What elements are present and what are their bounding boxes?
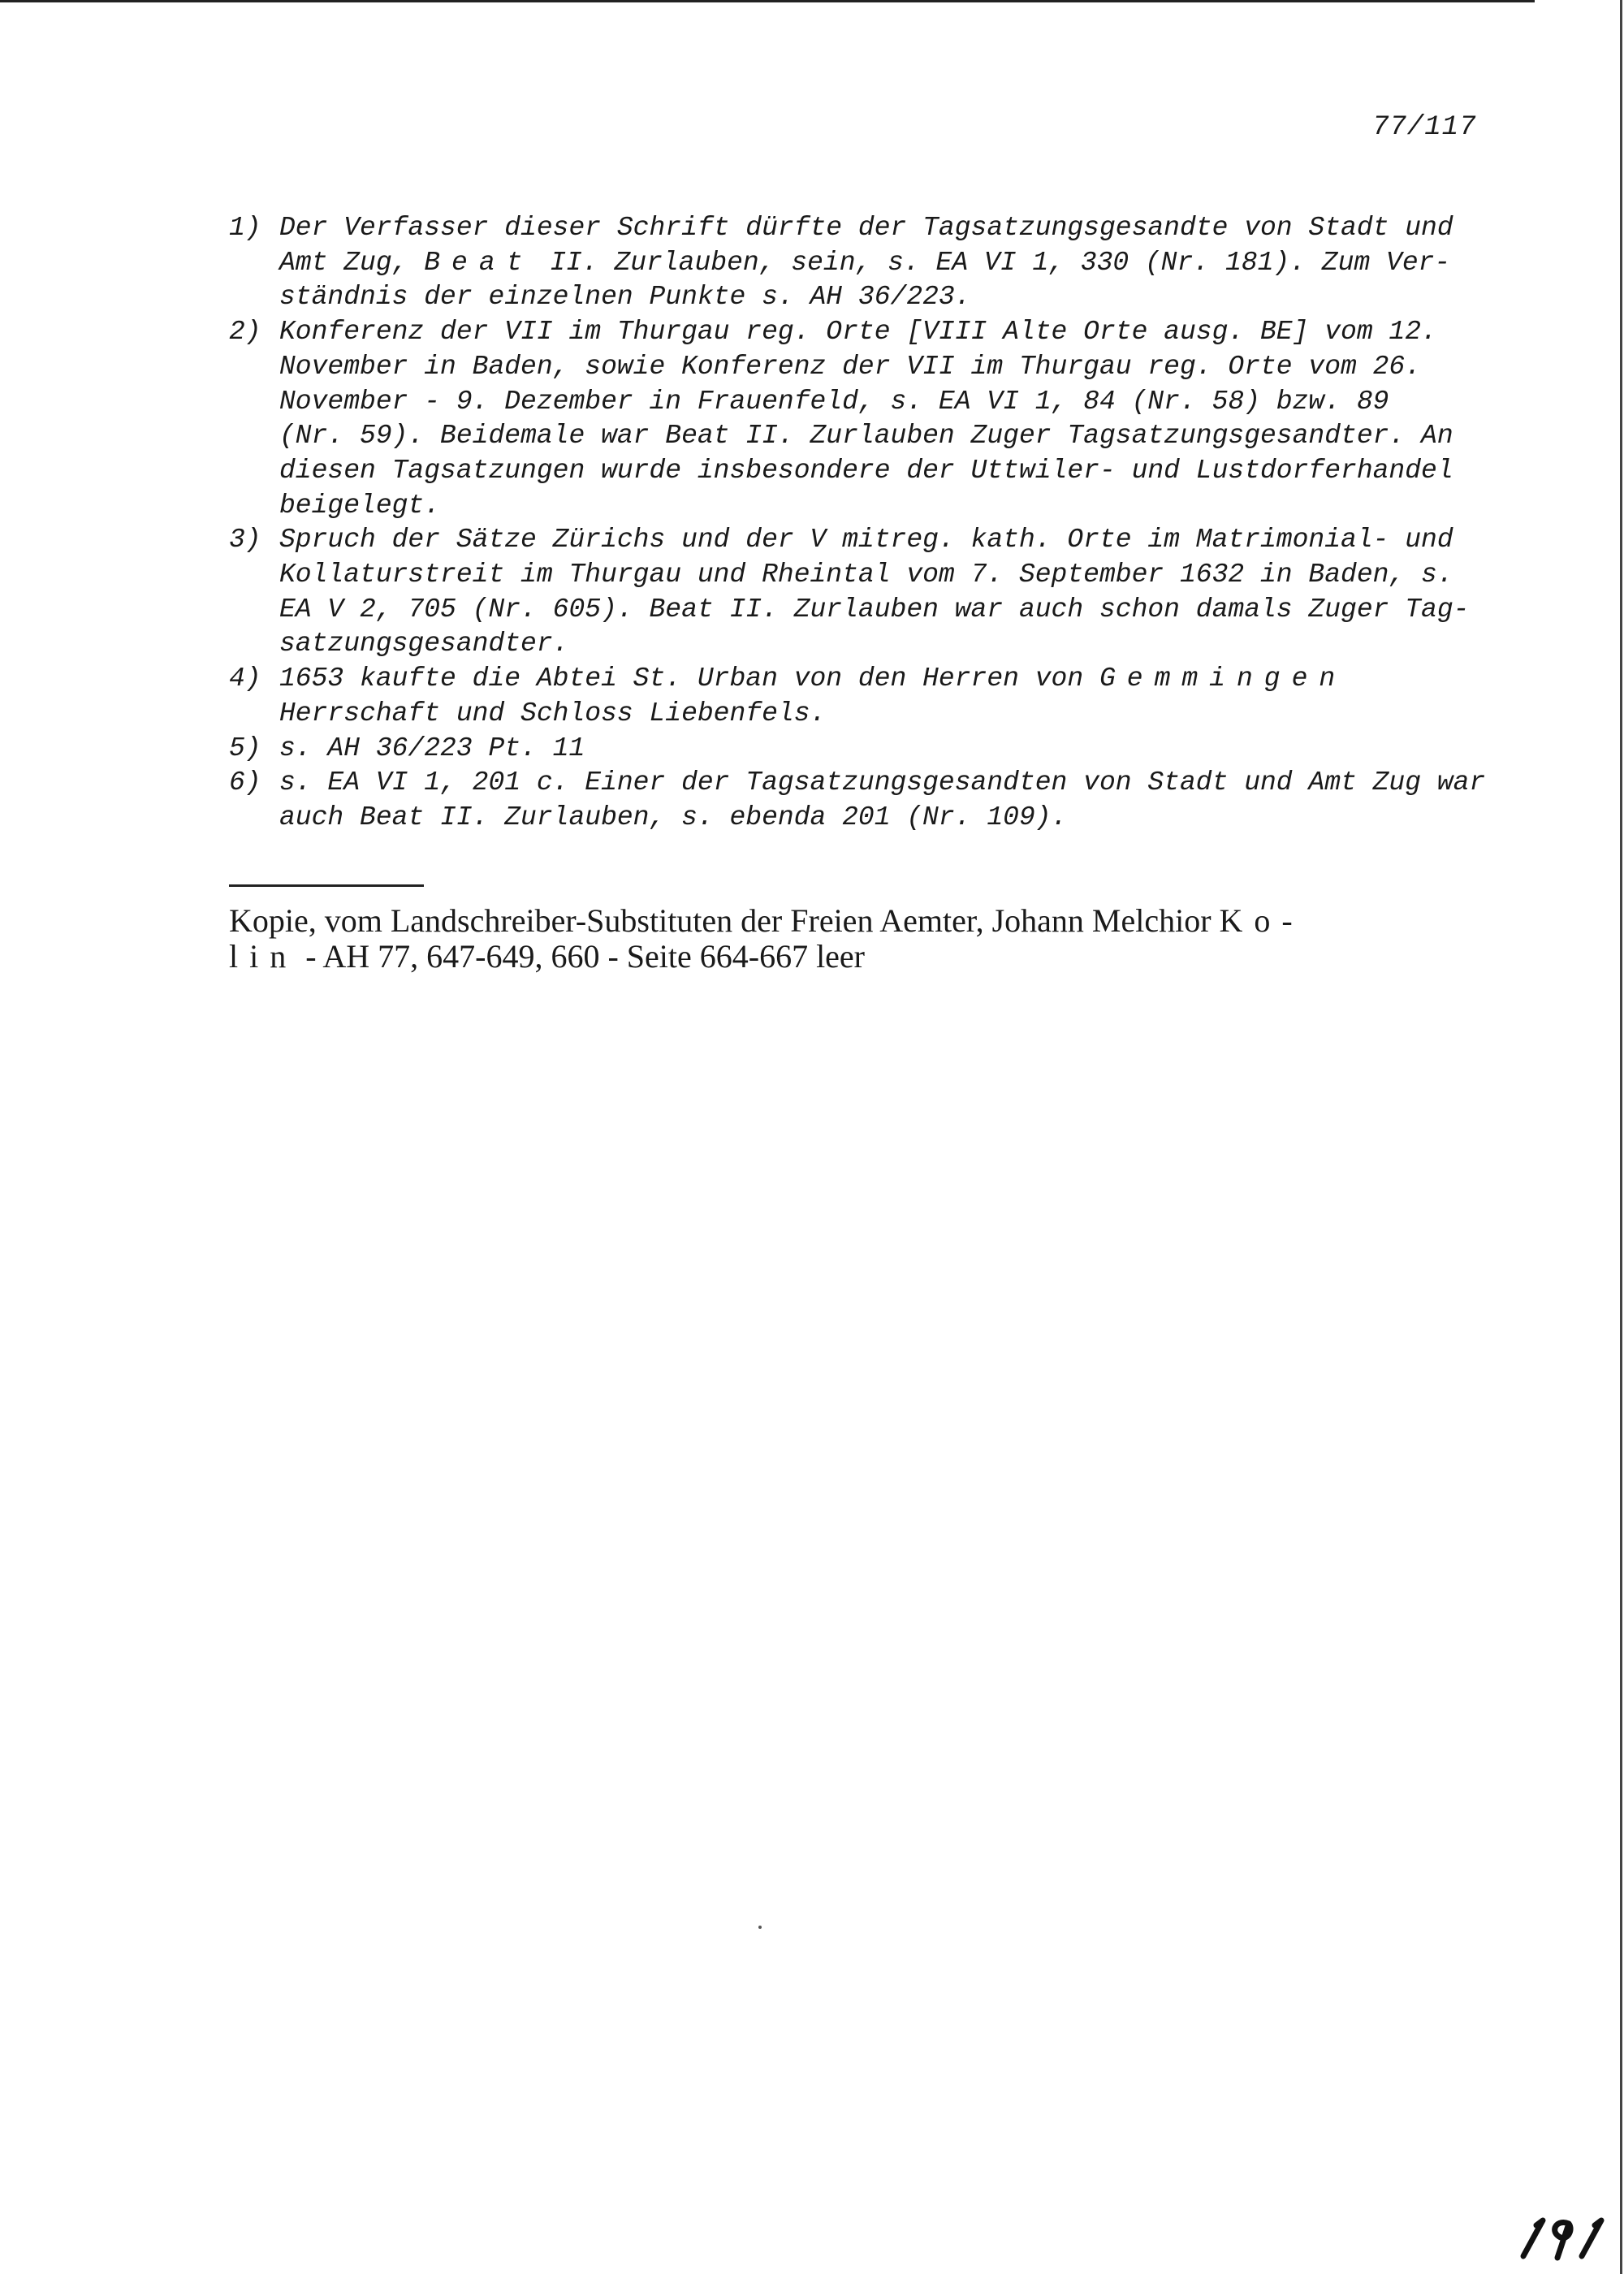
stray-dot [758, 1926, 762, 1929]
footnote-1 [229, 211, 1528, 315]
footnote-line [279, 697, 1528, 732]
source-note-line-2: lin - AH 77, 647-649, 660 - Seite 664-667 leer [229, 938, 866, 975]
footnote-3 [229, 523, 1528, 662]
spaced-name: Ko- [1219, 902, 1304, 939]
footnote-text: satzungsgesandter. [279, 629, 569, 659]
footnote-text: Kollaturstreit im Thurgau und Rheintal vom 7. September 1632 in Baden, s. [279, 560, 1453, 590]
footnote-line [279, 627, 1528, 662]
footnote-line [279, 801, 1528, 836]
footnote-number: 1) [229, 213, 261, 243]
footnote-line [279, 454, 1528, 489]
footnotes-list [229, 211, 1528, 836]
footnote-line [279, 732, 1528, 767]
source-note-line-1: Kopie, vom Landschreiber-Substituten der Freien Aemter, Johann Melchior Ko- [229, 902, 1304, 939]
footnote-text: Der Verfasser dieser Schrift dürfte der Tagsatzungsgesandte von Stadt und [279, 213, 1453, 243]
footnote-line [279, 419, 1528, 454]
footnote-number: 5) [229, 733, 261, 763]
footnote-text: ständnis der einzelnen Punkte s. AH 36/223. [279, 282, 971, 313]
footnote-line [279, 280, 1528, 315]
footnote-number: 4) [229, 664, 261, 694]
footnote-line [279, 211, 1528, 246]
source-note [229, 903, 1304, 975]
footnote-line [279, 766, 1528, 801]
footnote-line [279, 315, 1528, 350]
footnote-text: beigelegt. [279, 490, 441, 521]
footnote-number: 6) [229, 767, 261, 798]
footnote-text: Amt Zug, [279, 247, 425, 278]
footnote-2 [229, 315, 1528, 523]
footnote-number: 3) [229, 525, 261, 556]
footnote-line [279, 523, 1528, 558]
footnote-text: 1653 kaufte die Abtei St. Urban von den Herren von [279, 664, 1099, 694]
footnote-line [279, 350, 1528, 385]
footnote-line [279, 558, 1528, 593]
footnote-text: diesen Tagsatzungen wurde insbesondere der Uttwiler- und Lustdorferhandel [279, 455, 1453, 486]
footnote-text: November in Baden, sowie Konferenz der VII im Thurgau reg. Orte vom 26. [279, 351, 1422, 382]
footnote-line [279, 489, 1528, 524]
page-number: 77/117 [1372, 112, 1477, 143]
footnote-number: 2) [229, 317, 261, 348]
footnote-text: s. EA VI 1, 201 c. Einer der Tagsatzungsgesandten von Stadt und Amt Zug war [279, 767, 1486, 798]
footnote-text: auch Beat II. Zurlauben, s. ebenda 201 (Nr. 109). [279, 802, 1068, 832]
footnote-separator-rule [229, 884, 424, 887]
footnote-text: Herrschaft und Schloss Liebenfels. [279, 698, 827, 728]
footnote-text: Spruch der Sätze Zürichs und der V mitreg. kath. Orte im Matrimonial- und [279, 525, 1453, 556]
page-right-edge [1620, 0, 1622, 2274]
footnote-line [279, 662, 1528, 697]
footnote-text: II. Zurlauben, sein, s. EA VI 1, 330 (Nr. 181). Zum Ver- [533, 247, 1451, 278]
footnote-text: November - 9. Dezember in Frauenfeld, s. EA VI 1, 84 (Nr. 58) bzw. 89 [279, 386, 1389, 417]
footnote-5 [229, 732, 1528, 767]
footnote-4 [229, 662, 1528, 731]
page-top-edge [0, 0, 1535, 2]
footnote-text: s. AH 36/223 Pt. 11 [279, 733, 585, 763]
spaced-name: lin [229, 938, 298, 975]
footnote-text: (Nr. 59). Beidemale war Beat II. Zurlauben Zuger Tagsatzungsgesandter. An [279, 421, 1453, 452]
handwritten-page-mark [1518, 2214, 1608, 2263]
footnote-text: EA V 2, 705 (Nr. 605). Beat II. Zurlauben war auch schon damals Zuger Tag- [279, 594, 1470, 625]
footnote-line [279, 593, 1528, 628]
spaced-name: Beat [424, 247, 534, 278]
spaced-name: Gemmingen [1099, 664, 1347, 694]
footnote-text: Konferenz der VII im Thurgau reg. Orte [VIII Alte Orte ausg. BE] vom 12. [279, 317, 1437, 348]
footnote-line [279, 246, 1528, 281]
footnote-line [279, 385, 1528, 420]
footnote-6 [229, 766, 1528, 835]
